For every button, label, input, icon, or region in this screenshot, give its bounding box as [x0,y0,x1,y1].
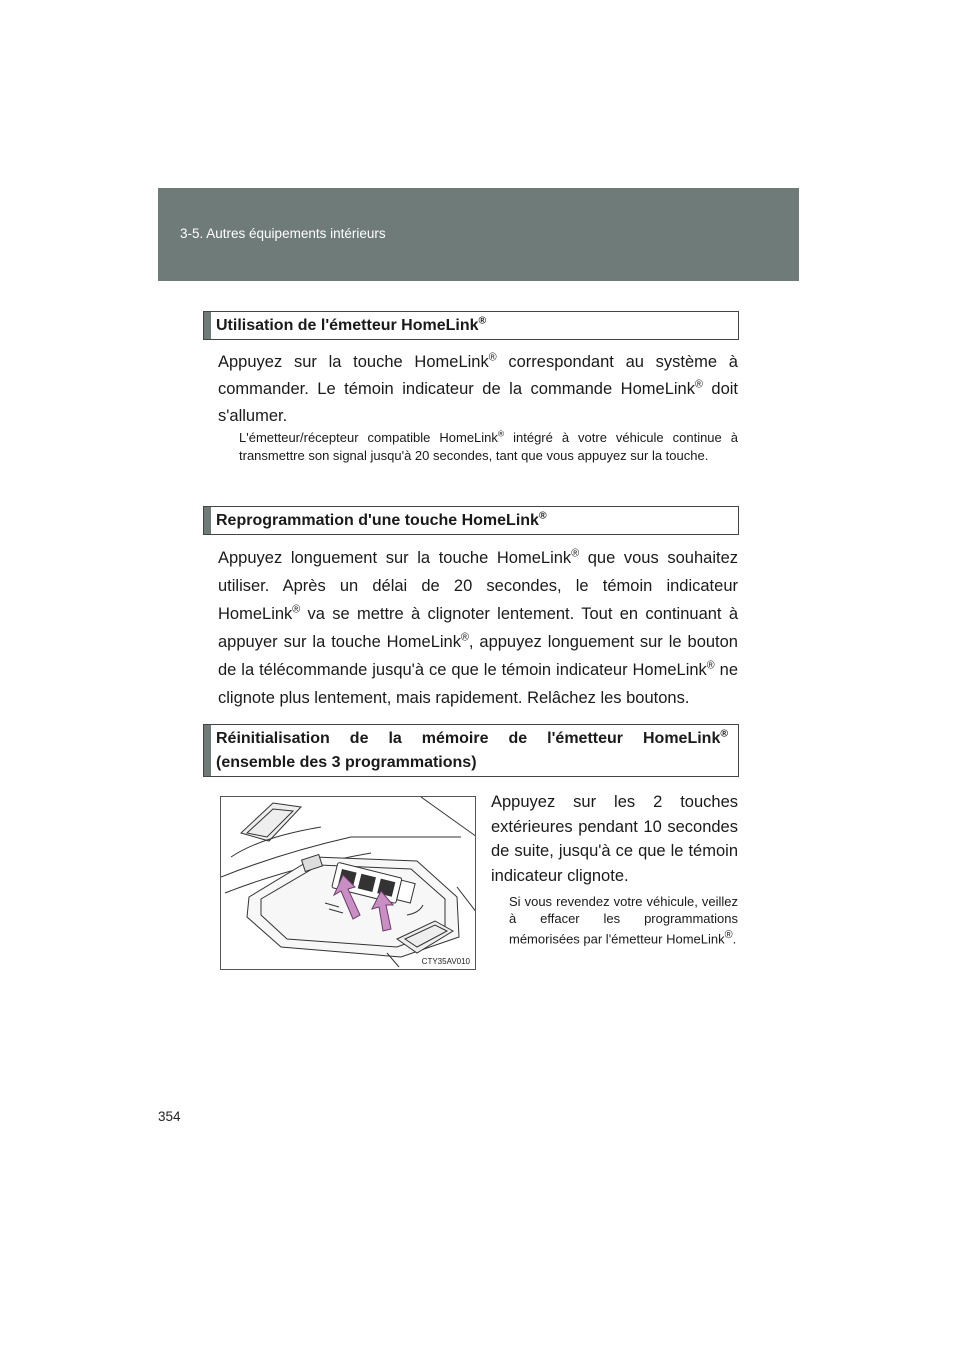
heading-text: Reprogrammation d'une touche HomeLink [216,512,539,529]
reset-paragraph: Appuyez sur les 2 touches extérieures pendant 10 secondes de suite, jusqu'à ce que le témoin indicateur clignote. [491,793,738,885]
registered-mark: ® [720,728,728,740]
section-heading-reset [203,724,739,777]
heading-text: Réinitialisation de la mémoire de l'émetteur HomeLink [216,730,721,747]
usage-paragraph: Appuyez sur la touche HomeLink® correspondant au système à commander. Le témoin indicateur de la commande HomeLink® doit s'allumer. [218,351,738,425]
heading-text: Utilisation de l'émetteur HomeLink [216,317,479,334]
reprogram-paragraph: Appuyez longuement sur la touche HomeLink® que vous souhaitez utiliser. Après un délai de 20 secondes, le témoin indicateur HomeLink® va se mettre à clignoter lentement. Tout en continuant à appuyer sur la touche HomeLink®, appuyez longuement sur le bouton de la télécommande jusqu'à ce que le témoin indicateur HomeLink® ne clignote plus lentement, mais rapidement. Relâchez les boutons. [218,547,738,707]
reset-note: Si vous revendez votre véhicule, veillez à effacer les programmations mémorisées par l'émetteur HomeLink®. [509,894,738,947]
registered-mark: ® [538,510,547,522]
section-header: 3-5. Autres équipements intérieurs [180,226,386,241]
figure-code: CTY35AV010 [421,957,470,966]
console-drawing [221,797,476,970]
section-heading-reprogram [203,506,739,535]
heading-text-line2: (ensemble des 3 programmations) [216,754,477,771]
section-heading-usage [203,311,739,340]
overhead-console-illustration [220,796,476,970]
page-number: 354 [158,1109,181,1124]
registered-mark: ® [478,315,487,327]
header-band [158,188,799,281]
usage-note: L'émetteur/récepteur compatible HomeLink® intégré à votre véhicule continue à transmettre son signal jusqu'à 20 secondes, tant que vous appuyez sur la touche. [239,428,738,463]
